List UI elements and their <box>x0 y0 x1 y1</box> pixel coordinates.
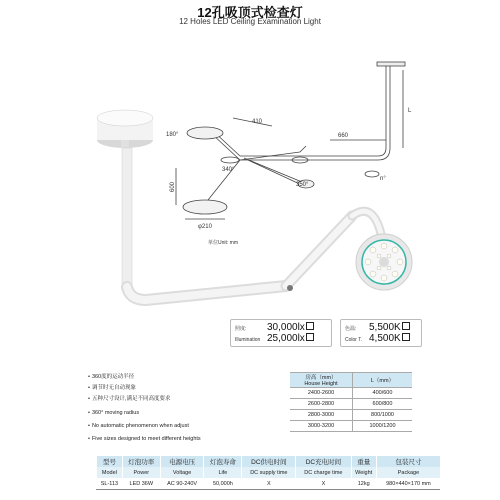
table-header-row-cn: 型号 灯泡功率 电源电压 灯泡寿命 DC供电时间 DC充电时间 重量 包装尺寸 <box>97 456 441 467</box>
color-temp-value-2: 4,500K <box>369 333 401 344</box>
checkbox[interactable] <box>402 333 410 341</box>
feature-item: • No automatic phenomenon when adjust <box>88 423 189 429</box>
checkbox[interactable] <box>402 322 410 330</box>
title-english: 12 Holes LED Ceiling Examination Light <box>179 17 321 26</box>
angle-340: 340° <box>222 167 235 173</box>
feature-item: • 360度的运动半径 <box>88 374 135 380</box>
checkbox[interactable] <box>306 322 314 330</box>
illumination-value-1: 30,000lx <box>267 322 305 333</box>
color-temp-label-en: Color T. <box>345 337 363 343</box>
angle-180: 180° <box>166 132 179 138</box>
checkbox[interactable] <box>306 333 314 341</box>
dim-600: 600 <box>170 181 176 192</box>
line-drawing <box>176 62 405 219</box>
color-temp-box <box>340 319 422 347</box>
table-row: 3000-3200 1000/1200 <box>290 421 412 432</box>
feature-item: • 调节时无自动现象 <box>88 385 136 391</box>
lamp-render <box>97 110 412 300</box>
table-row: 2400-2600 400/600 <box>290 388 412 399</box>
header-L: L（mm） <box>353 373 413 388</box>
feature-item: • 五种尺寸设计,满足不同高度要求 <box>88 396 171 402</box>
color-temp-value-1: 5,500K <box>369 322 401 333</box>
title-chinese: 12孔吸顶式检查灯 <box>197 5 303 20</box>
illumination-label-en: Illumination <box>235 337 261 343</box>
dim-410: 410 <box>252 119 263 125</box>
table-row: SL-113 LED 36W AC 90-240V 50,000h X X 12kg 980×440×170 mm <box>97 478 441 490</box>
header-house-height: 房高（mm） House Height <box>290 373 353 388</box>
dim-L: L <box>408 108 412 114</box>
unit-note: 单位Unit: mm <box>208 240 239 246</box>
illumination-label-cn: 照度: <box>235 326 247 332</box>
angle-n: n° <box>380 176 386 182</box>
lamp-illustration <box>0 40 500 322</box>
feature-item: • 360° moving radius <box>88 410 140 416</box>
spec-table <box>96 456 440 490</box>
illumination-box <box>230 319 332 347</box>
house-height-table <box>290 372 412 432</box>
table-header-row-en: Model Power Voltage Life DC supply time DC charge time Weight Package <box>97 467 441 478</box>
table-row: 2800-3000 800/1000 <box>290 410 412 421</box>
dim-660: 660 <box>338 133 349 139</box>
illumination-value-2: 25,000lx <box>267 333 305 344</box>
feature-item: • Five sizes designed to meet different heights <box>88 436 201 442</box>
color-temp-label-cn: 色温: <box>345 326 357 332</box>
dim-210: φ210 <box>198 224 212 230</box>
table-row: 2600-2800 600/800 <box>290 399 412 410</box>
angle-350: 350° <box>296 182 309 188</box>
